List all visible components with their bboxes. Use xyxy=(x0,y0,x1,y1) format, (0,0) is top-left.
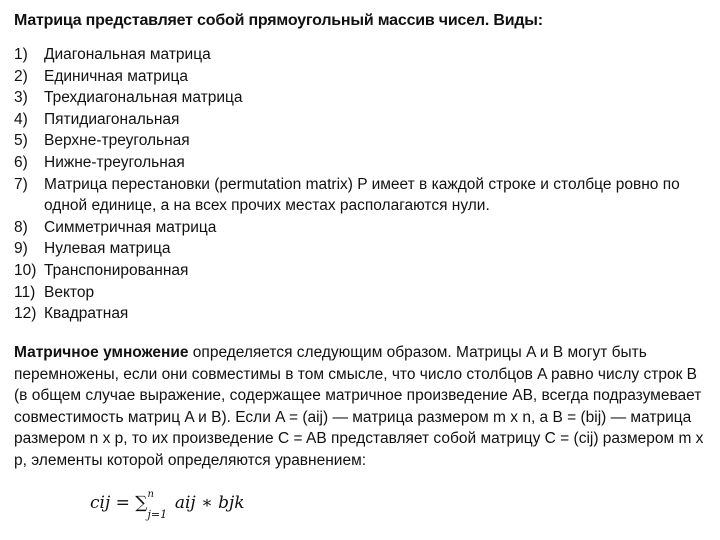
list-item-text: Нулевая матрица xyxy=(44,240,171,258)
list-item-text: Квадратная xyxy=(44,305,129,323)
list-item-number: 9) xyxy=(14,240,28,258)
list-item-number: 4) xyxy=(14,110,28,128)
list-item-number: 8) xyxy=(14,218,28,236)
formula-upper-limit: n xyxy=(147,489,154,500)
formula-sum-limits xyxy=(147,489,169,521)
list-item-text: Верхне-треугольная xyxy=(44,132,190,150)
list-item-text: Диагональная матрица xyxy=(44,46,211,63)
list-item-text: Единичная матрица xyxy=(44,67,189,85)
formula-sum-symbol: ∑ xyxy=(135,493,148,513)
list-item xyxy=(14,130,714,152)
list-item xyxy=(14,66,714,88)
list-item xyxy=(14,87,714,109)
list-item xyxy=(14,109,714,131)
matrix-types-list xyxy=(14,44,714,325)
list-item-text: Пятидиагональная xyxy=(44,110,180,128)
list-item xyxy=(14,260,714,282)
multiplication-paragraph xyxy=(14,342,714,472)
list-item-number: 10) xyxy=(14,261,37,279)
formula-lower-limit: j=1 xyxy=(147,508,168,521)
list-item xyxy=(14,238,714,260)
list-item-number: 1) xyxy=(14,46,28,63)
formula-term-b: bjk xyxy=(218,493,245,513)
list-item-number: 12) xyxy=(14,305,37,323)
list-item xyxy=(14,44,714,66)
list-item xyxy=(14,152,714,174)
list-item-number: 7) xyxy=(14,175,28,193)
formula-lhs: cij xyxy=(90,493,111,513)
list-item-text: Трехдиагональная матрица xyxy=(44,89,243,107)
list-item-number: 6) xyxy=(14,153,28,171)
list-item-text: Транспонированная xyxy=(44,261,189,279)
multiplication-formula xyxy=(90,489,245,521)
list-item xyxy=(14,217,714,239)
list-item-number: 2) xyxy=(14,67,28,85)
list-item-text: Симметричная матрица xyxy=(44,218,217,236)
formula-operator: ∗ xyxy=(201,493,213,513)
list-item-number: 5) xyxy=(14,132,28,150)
list-item-text: Вектор xyxy=(44,283,95,301)
list-item xyxy=(14,174,714,217)
multiplication-text: определяется следующим образом. Матрицы A и B могут быть перемножены, если они совместимы в том смысле, что число столбцов A равно числу строк B (в общем случае выражение, содержащее матричное произведение AB, всегда подразумевает совместимость матриц A и B). Если A = (aij) — матрица размером m x n, а B = (bij) — матрица размером n x p, то их произведение C = AB представляет собой матрицу C = (cij) размером m x p, элементы которой определяются уравнением: xyxy=(14,344,704,469)
formula-equals: = xyxy=(115,493,130,513)
list-item-number: 3) xyxy=(14,89,28,107)
slide-title: Матрица представляет собой прямоугольный массив чисел. Виды: xyxy=(14,12,543,29)
list-item-text: Матрица перестановки (permutation matrix) P имеет в каждой строке и столбце ровно по одной единице, а на всех прочих местах располагаются нули. xyxy=(44,175,680,215)
list-item-text: Нижне-треугольная xyxy=(44,153,185,171)
list-item xyxy=(14,282,714,304)
formula-term-a: aij xyxy=(174,493,196,513)
list-item xyxy=(14,303,714,325)
multiplication-term: Матричное умножение xyxy=(14,344,189,361)
list-item-number: 11) xyxy=(14,283,36,301)
